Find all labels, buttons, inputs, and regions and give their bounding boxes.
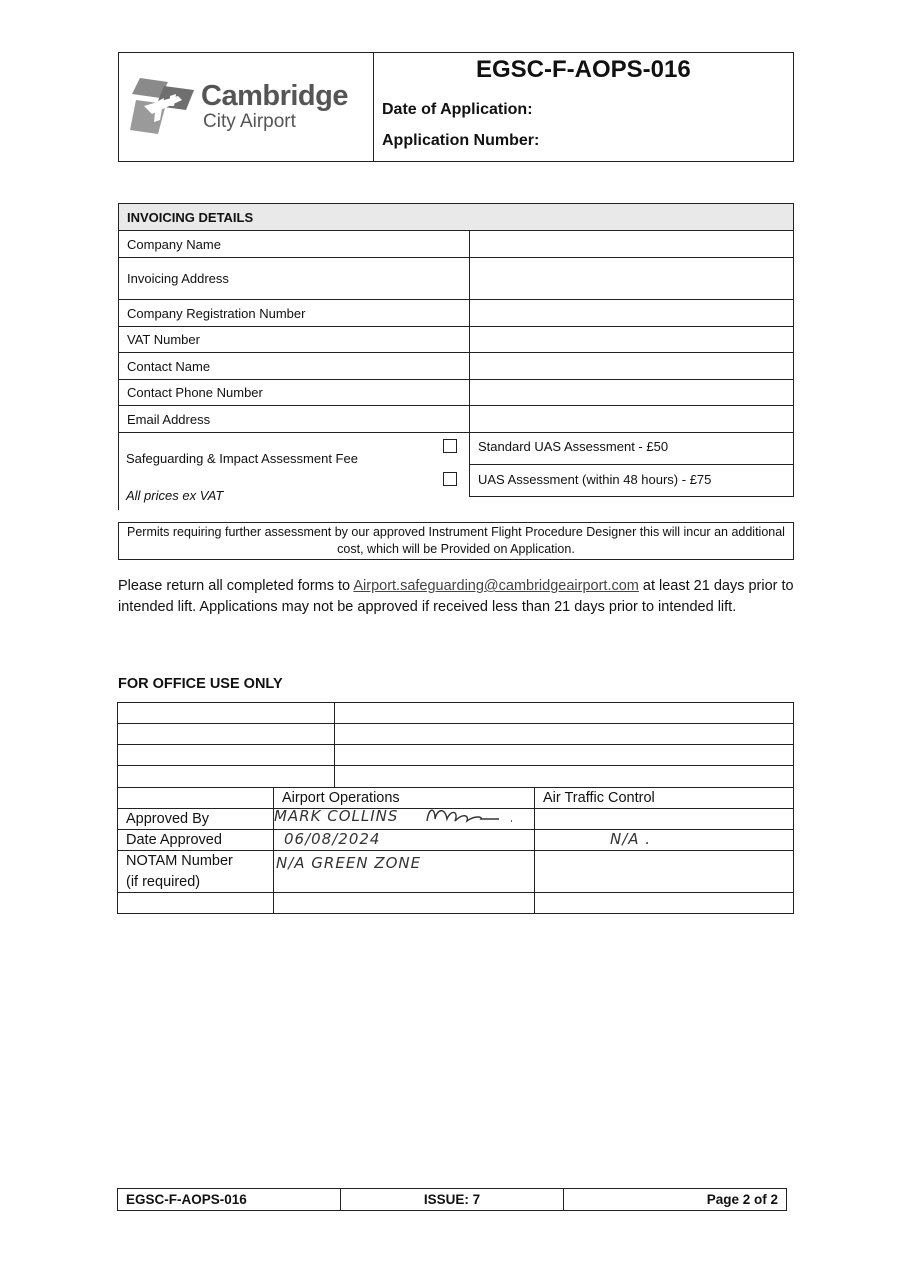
footer-table — [117, 1188, 787, 1211]
logo-name-line2: City Airport — [203, 111, 296, 132]
standard-assessment-checkbox[interactable] — [443, 439, 457, 453]
office-line — [117, 765, 794, 766]
footer-issue: ISSUE: 7 — [340, 1189, 564, 1211]
company-name-label: Company Name — [119, 231, 470, 258]
signature-icon — [425, 805, 517, 834]
email-address-field[interactable] — [469, 406, 793, 433]
express-assessment-checkbox[interactable] — [443, 472, 457, 486]
form-code-title: EGSC-F-AOPS-016 — [476, 56, 691, 83]
fee-left-border — [118, 431, 119, 510]
office-line — [117, 744, 794, 745]
fee-bottom-border — [469, 496, 794, 497]
notam-if-required-label: (if required) — [126, 874, 201, 890]
fee-divider — [469, 464, 794, 465]
fee-label: Safeguarding & Impact Assessment Fee — [126, 451, 358, 466]
approved-by-label: Approved By — [126, 811, 210, 827]
office-line — [534, 787, 535, 914]
prices-ex-vat-note: All prices ex VAT — [126, 488, 224, 503]
atc-na-handwritten: N/A . — [610, 830, 652, 848]
office-line — [793, 702, 794, 914]
vat-number-field[interactable] — [469, 327, 793, 353]
office-line — [117, 850, 794, 851]
office-line — [117, 787, 794, 788]
company-registration-field[interactable] — [469, 300, 793, 327]
office-line — [117, 723, 794, 724]
return-text-start: Please return all completed forms to — [118, 578, 354, 594]
return-instructions — [118, 576, 798, 618]
office-line — [117, 702, 118, 914]
office-line — [117, 702, 794, 703]
air-traffic-control-header: Air Traffic Control — [543, 790, 655, 806]
invoicing-address-label: Invoicing Address — [119, 258, 470, 300]
office-line — [117, 913, 794, 914]
company-name-field[interactable] — [469, 231, 793, 258]
date-approved-handwritten: 06/08/2024 — [284, 830, 381, 848]
office-line — [334, 702, 335, 787]
contact-phone-field[interactable] — [469, 380, 793, 406]
invoicing-title: INVOICING DETAILS — [119, 204, 794, 231]
airport-operations-header: Airport Operations — [282, 790, 400, 806]
notam-number-label: NOTAM Number — [126, 853, 233, 869]
logo-name-line1: Cambridge — [201, 80, 348, 112]
footer-form-code: EGSC-F-AOPS-016 — [118, 1189, 341, 1211]
permit-note: Permits requiring further assessment by our approved Instrument Flight Procedure Designer this will incur an additional cost, which will be Provided on Application. — [118, 522, 794, 560]
safeguarding-email-link[interactable]: Airport.safeguarding@cambridgeairport.com — [353, 578, 639, 594]
header-divider — [373, 52, 374, 162]
express-assessment-label: UAS Assessment (within 48 hours) - £75 — [478, 472, 712, 487]
contact-name-label: Contact Name — [119, 353, 470, 380]
approved-by-handwritten: MARK COLLINS — [274, 807, 399, 825]
date-approved-label: Date Approved — [126, 832, 222, 848]
invoicing-address-field[interactable] — [469, 258, 793, 300]
invoicing-table — [118, 203, 794, 433]
date-of-application-label: Date of Application: — [382, 101, 533, 118]
contact-phone-label: Contact Phone Number — [119, 380, 470, 406]
application-number-label: Application Number: — [382, 132, 540, 149]
vat-number-label: VAT Number — [119, 327, 470, 353]
return-text-end: at least 21 days prior to intended lift. Applications may not be approved if received less than 21 days prior to intended lift. — [118, 578, 794, 615]
footer-page-number: Page 2 of 2 — [564, 1189, 787, 1211]
office-use-title: FOR OFFICE USE ONLY — [118, 676, 283, 692]
standard-assessment-label: Standard UAS Assessment - £50 — [478, 439, 669, 454]
email-address-label: Email Address — [119, 406, 470, 433]
office-line — [117, 892, 794, 893]
notam-handwritten: N/A GREEN ZONE — [276, 854, 422, 872]
contact-name-field[interactable] — [469, 353, 793, 380]
company-registration-label: Company Registration Number — [119, 300, 470, 327]
airport-logo-icon — [130, 76, 196, 138]
